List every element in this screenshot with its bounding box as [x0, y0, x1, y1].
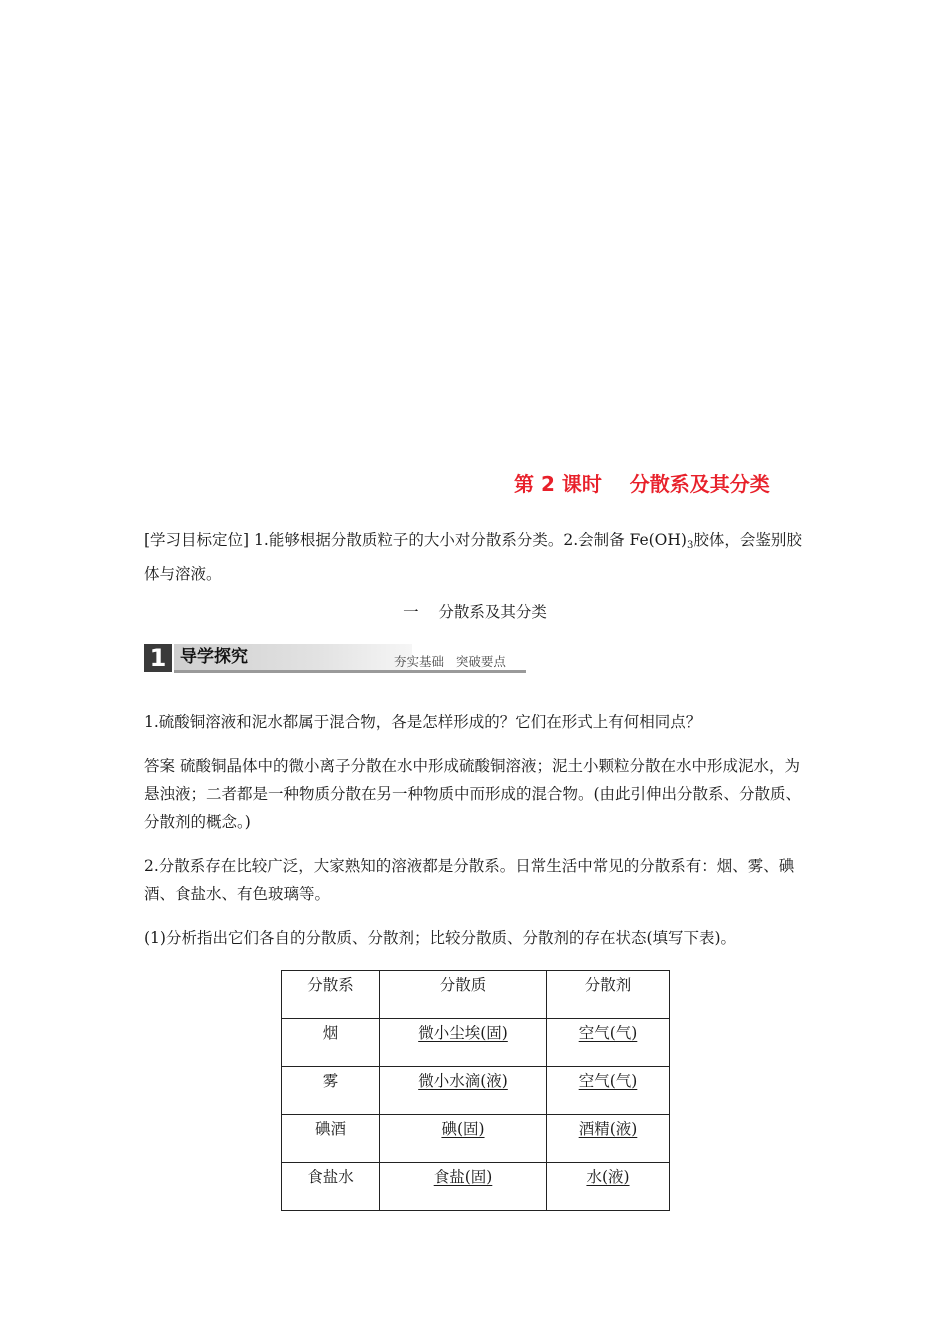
dispersion-table: [281, 970, 670, 1211]
cell-dispersed-phase: 微小尘埃(固): [418, 1024, 508, 1042]
objective-label: [学习目标定位]: [144, 531, 250, 549]
cell-system: 雾: [282, 1067, 380, 1115]
objective-text-end: 胶体，会鉴别胶体与溶液。: [144, 531, 802, 583]
answer-label: 答案: [144, 757, 176, 775]
cell-system: 食盐水: [282, 1163, 380, 1211]
cell-dispersed-phase: 碘(固): [441, 1120, 485, 1138]
learning-objective: [144, 526, 812, 588]
section-banner: [144, 644, 526, 674]
banner-name: 导学探究: [174, 644, 412, 670]
answer-1: [144, 752, 812, 836]
table-row: [282, 1019, 670, 1067]
cell-dispersed-phase: 微小水滴(液): [418, 1072, 508, 1090]
table-header-row: [282, 971, 670, 1019]
header-dispersion-medium: 分散剂: [547, 971, 670, 1019]
question-2-part-1: (1)分析指出它们各自的分散质、分散剂；比较分散质、分散剂的存在状态(填写下表)。: [144, 929, 737, 947]
cell-dispersion-medium: 空气(气): [578, 1024, 638, 1042]
question-1: 1.硫酸铜溶液和泥水都属于混合物，各是怎样形成的？它们在形式上有何相同点？: [144, 713, 702, 731]
question-2: 2.分散系存在比较广泛，大家熟知的溶液都是分散系。日常生活中常见的分散系有：烟、雾、碘酒、食盐水、有色玻璃等。: [144, 857, 795, 903]
lesson-title: 第 2 课时 分散系及其分类: [514, 472, 770, 496]
table-row: [282, 1115, 670, 1163]
banner-rule: [174, 670, 526, 673]
objective-text: 1.能够根据分散质粒子的大小对分散系分类。2.会制备 Fe(OH): [249, 531, 687, 549]
banner-tagline: 夯实基础 突破要点: [394, 654, 506, 669]
answer-text: 硫酸铜晶体中的微小离子分散在水中形成硫酸铜溶液；泥土小颗粒分散在水中形成泥水，为悬浊液；二者都是一种物质分散在另一种物质中而形成的混合物。(由此引伸出分散系、分散质、分散剂的概念。): [144, 757, 802, 831]
cell-system: 碘酒: [282, 1115, 380, 1163]
cell-dispersion-medium: 空气(气): [578, 1072, 638, 1090]
objective-subscript: 3: [686, 540, 694, 551]
cell-system: 烟: [282, 1019, 380, 1067]
header-dispersed-phase: 分散质: [380, 971, 547, 1019]
section-title: 一 分散系及其分类: [403, 603, 547, 621]
banner-number: 1: [144, 644, 172, 672]
cell-dispersed-phase: 食盐(固): [433, 1168, 493, 1186]
table-row: [282, 1067, 670, 1115]
header-system: 分散系: [282, 971, 380, 1019]
cell-dispersion-medium: 水(液): [586, 1168, 630, 1186]
table-row: [282, 1163, 670, 1211]
cell-dispersion-medium: 酒精(液): [578, 1120, 638, 1138]
